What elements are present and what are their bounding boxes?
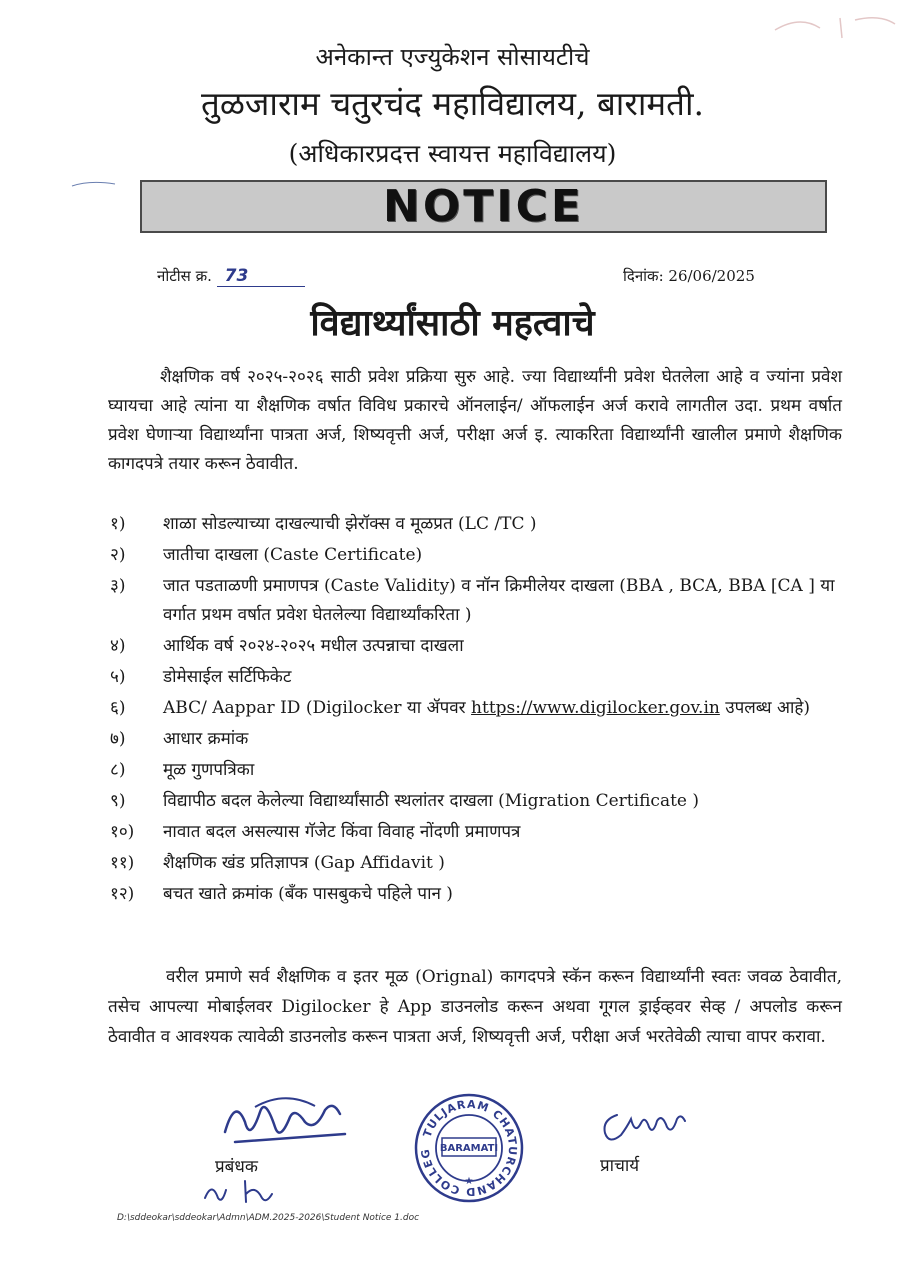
item-text: विद्यापीठ बदल केलेल्या विद्यार्थ्यांसाठी स्थलांतर दाखला (Migration Certificate ) bbox=[163, 791, 700, 811]
seal-inner-text: BARAMATI bbox=[439, 1143, 499, 1154]
item-number: ९) bbox=[110, 791, 126, 811]
notice-heading: विद्यार्थ्यांसाठी महत्वाचे bbox=[310, 302, 595, 344]
list-item bbox=[110, 849, 845, 878]
file-path: D:\sddeokar\sddeokar\Admn\ADM.2025-2026\Student Notice 1.doc bbox=[117, 1213, 420, 1223]
document-list bbox=[110, 510, 845, 911]
digilocker-link[interactable]: https://www.digilocker.gov.in bbox=[471, 698, 720, 718]
society-name: अनेकान्त एज्युकेशन सोसायटीचे bbox=[315, 43, 590, 71]
item-number: १२) bbox=[110, 884, 135, 904]
notice-date: दिनांक: 26/06/2025 bbox=[623, 267, 755, 285]
manager-initials bbox=[200, 1176, 280, 1210]
svg-text:★: ★ bbox=[464, 1176, 474, 1187]
intro-paragraph: शैक्षणिक वर्ष २०२५-२०२६ साठी प्रवेश प्रक्रिया सुरु आहे. ज्या विद्यार्थ्यांनी प्रवेश घेतलेला आहे व ज्यांना प्रवेश घ्यायचा आहे त्यांना या शैक्षणिक वर्षात विविध प्रकारचे ऑनलाईन/ ऑफलाईन अर्ज करावे लागतील उदा. प्रथम वर्षात प्रवेश घेणाऱ्या विद्यार्थ्यांना पात्रता अर्ज, शिष्यवृत्ती अर्ज, परीक्षा अर्ज इ. त्याकरिता विद्यार्थ्यांनी खालील प्रमाणे शैक्षणिक कागदपत्रे तयार करून ठेवावीत. bbox=[108, 367, 842, 474]
list-item bbox=[110, 694, 845, 723]
list-item bbox=[110, 510, 845, 539]
principal-signature bbox=[597, 1105, 692, 1151]
notice-number-label: नोटीस क्र. bbox=[157, 267, 212, 285]
principal-label: प्राचार्य bbox=[600, 1156, 640, 1176]
item-text bbox=[163, 694, 845, 723]
seal-outer-text: TULJARAM CHATURCHAND COLLEG bbox=[418, 1097, 520, 1199]
item-text: मूळ गुणपत्रिका bbox=[163, 760, 255, 780]
list-item bbox=[110, 756, 845, 785]
item-text: डोमेसाईल सर्टिफिकेट bbox=[163, 667, 292, 687]
notice-banner bbox=[140, 180, 827, 233]
item-text: जातीचा दाखला (Caste Certificate) bbox=[163, 545, 423, 565]
item-text: जात पडताळणी प्रमाणपत्र (Caste Validity) व नॉन क्रिमीलेयर दाखला (BBA , BCA, BBA [CA ] या वर्गात प्रथम वर्षात प्रवेश घेतलेल्या विद्यार्थ्यांकरिता ) bbox=[163, 576, 835, 625]
item-number: ६) bbox=[110, 698, 126, 718]
list-item bbox=[110, 632, 845, 661]
list-item bbox=[110, 818, 845, 847]
item-number: ५) bbox=[110, 667, 126, 687]
item-number: ११) bbox=[110, 853, 135, 873]
college-status: (अधिकारप्रदत्त स्वायत्त महाविद्यालय) bbox=[288, 139, 617, 168]
item-number: ४) bbox=[110, 636, 126, 656]
item-text: आधार क्रमांक bbox=[163, 729, 249, 749]
list-item bbox=[110, 541, 845, 570]
item-text-after: उपलब्ध आहे) bbox=[719, 698, 810, 718]
list-item bbox=[110, 787, 845, 816]
item-number: ७) bbox=[110, 729, 126, 749]
instructions-paragraph: वरील प्रमाणे सर्व शैक्षणिक व इतर मूळ (Orignal) कागदपत्रे स्कॅन करून विद्यार्थ्यांनी स्वतः जवळ ठेवावीत, तसेच आपल्या मोबाईलवर Digilocker हे App डाउनलोड करून अथवा गूगल ड्राईव्हवर सेव्ह / अपलोड करून ठेवावीत व आवश्यक त्यावेळी डाउनलोड करून पात्रता अर्ज, शिष्यवृत्ती अर्ज, परीक्षा अर्ज भरतेवेळी त्याचा वापर करावा. bbox=[108, 967, 842, 1047]
item-text: शैक्षणिक खंड प्रतिज्ञापत्र (Gap Affidavit ) bbox=[163, 853, 445, 873]
item-text: आर्थिक वर्ष २०२४-२०२५ मधील उत्पन्नाचा दाखला bbox=[163, 636, 464, 656]
manager-label: प्रबंधक bbox=[215, 1157, 258, 1177]
item-number: ८) bbox=[110, 760, 126, 780]
item-text: नावात बदल असल्यास गॅजेट किंवा विवाह नोंदणी प्रमाणपत्र bbox=[163, 822, 521, 842]
list-item bbox=[110, 663, 845, 692]
item-text: बचत खाते क्रमांक (बँक पासबुकचे पहिले पान ) bbox=[163, 884, 453, 904]
scan-edge-mark bbox=[770, 10, 900, 44]
item-number: ३) bbox=[110, 576, 126, 596]
item-text: शाळा सोडल्याच्या दाखल्याची झेरॉक्स व मूळप्रत (LC /TC ) bbox=[163, 514, 537, 534]
list-item bbox=[110, 725, 845, 754]
list-item bbox=[110, 572, 845, 630]
manager-signature bbox=[215, 1092, 355, 1158]
notice-banner-text: NOTICE bbox=[383, 181, 584, 232]
item-number: २) bbox=[110, 545, 126, 565]
notice-number-value: 73 bbox=[217, 266, 305, 287]
item-number: १) bbox=[110, 514, 126, 534]
margin-pen-mark bbox=[70, 175, 120, 194]
college-name: तुळजाराम चतुरचंद महाविद्यालय, बारामती. bbox=[201, 84, 704, 123]
item-text-before: ABC/ Aappar ID (Digilocker या ॲपवर bbox=[163, 698, 472, 718]
item-number: १०) bbox=[110, 822, 135, 842]
notice-number-line bbox=[157, 266, 305, 287]
college-seal bbox=[413, 1092, 525, 1208]
list-item bbox=[110, 880, 845, 909]
